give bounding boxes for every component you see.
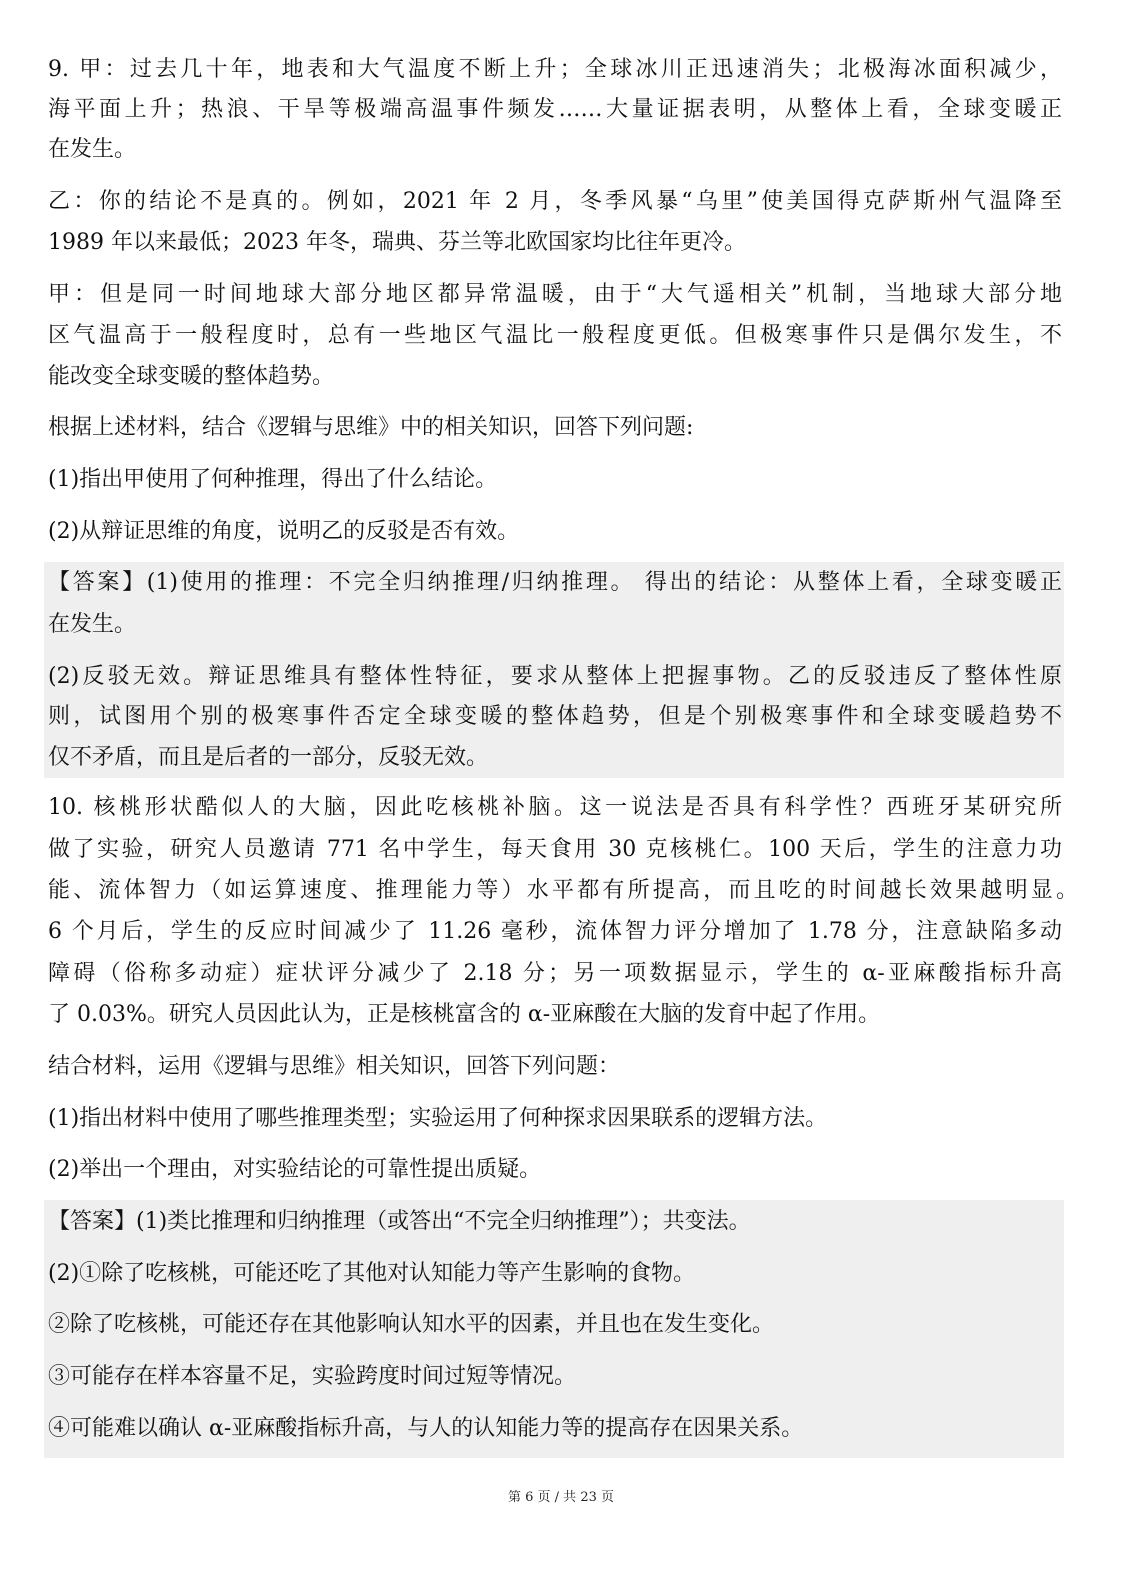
q10-material-line: 6 个月后，学生的反应时间减少了 11.26 毫秒，流体智力评分增加了 1.78 分，注意缺陷多动 bbox=[48, 919, 1062, 944]
q10-material-line: 障碍（俗称多动症）症状评分减少了 2.18 分；另一项数据显示，学生的 α-亚麻酸指标升高 bbox=[48, 961, 1062, 986]
q10-material-line: 能、流体智力（如运算速度、推理能力等）水平都有所提高，而且吃的时间越长效果越明显。 bbox=[48, 878, 1078, 903]
q9-question-1: (1)指出甲使用了何种推理，得出了什么结论。 bbox=[48, 467, 498, 492]
q9-answer-line: (2)反驳无效。辩证思维具有整体性特征，要求从整体上把握事物。乙的反驳违反了整体性原 bbox=[48, 664, 1062, 689]
q9-answer-line: 仅不矛盾，而且是后者的一部分，反驳无效。 bbox=[48, 745, 489, 770]
q9-question-2: (2)从辩证思维的角度，说明乙的反驳是否有效。 bbox=[48, 519, 520, 544]
q10-answer-line: (2)①除了吃核桃，可能还吃了其他对认知能力等产生影响的食物。 bbox=[48, 1261, 696, 1286]
page-footer: 第 6 页 / 共 23 页 bbox=[508, 1490, 614, 1505]
q9-material-line: 区气温高于一般程度时，总有一些地区气温比一般程度更低。但极寒事件只是偶尔发生，不 bbox=[48, 323, 1062, 348]
q10-material-line: 做了实验，研究人员邀请 771 名中学生，每天食用 30 克核桃仁。100 天后，学生的注意力功 bbox=[48, 837, 1062, 862]
q10-answer-line: ②除了吃核桃，可能还存在其他影响认知水平的因素，并且也在发生变化。 bbox=[48, 1312, 775, 1337]
q10-material-line: 了 0.03%。研究人员因此认为，正是核桃富含的 α-亚麻酸在大脑的发育中起了作用。 bbox=[48, 1002, 881, 1027]
q9-material-line: 海平面上升；热浪、干旱等极端高温事件频发……大量证据表明，从整体上看，全球变暖正 bbox=[48, 97, 1062, 122]
q9-answer-line: 在发生。 bbox=[48, 612, 137, 637]
q9-material-line: 乙：你的结论不是真的。例如，2021 年 2 月，冬季风暴“乌里”使美国得克萨斯州气温降至 bbox=[48, 189, 1062, 214]
q9-prompt: 根据上述材料，结合《逻辑与思维》中的相关知识，回答下列问题: bbox=[48, 415, 694, 440]
q9-material-line: 9. 甲：过去几十年，地表和大气温度不断上升；全球冰川正迅速消失；北极海冰面积减少， bbox=[48, 57, 1062, 82]
q9-material-line: 能改变全球变暖的整体趋势。 bbox=[48, 364, 335, 389]
q9-answer-line: 则，试图用个别的极寒事件否定全球变暖的整体趋势，但是个别极寒事件和全球变暖趋势不 bbox=[48, 704, 1062, 729]
q9-answer-line: 【答案】(1)使用的推理：不完全归纳推理/归纳推理。 得出的结论：从整体上看，全球变暖正 bbox=[48, 570, 1062, 595]
q10-material-line: 10. 核桃形状酷似人的大脑，因此吃核桃补脑。这一说法是否具有科学性？西班牙某研究所 bbox=[48, 795, 1062, 820]
q10-question-1: (1)指出材料中使用了哪些推理类型；实验运用了何种探求因果联系的逻辑方法。 bbox=[48, 1106, 828, 1131]
q10-answer-line: ③可能存在样本容量不足，实验跨度时间过短等情况。 bbox=[48, 1364, 577, 1389]
q10-answer-line: 【答案】(1)类比推理和归纳推理（或答出“不完全归纳推理”）；共变法。 bbox=[48, 1209, 751, 1234]
q9-material-line: 在发生。 bbox=[48, 137, 137, 162]
q10-prompt: 结合材料，运用《逻辑与思维》相关知识，回答下列问题： bbox=[48, 1054, 621, 1079]
q10-question-2: (2)举出一个理由，对实验结论的可靠性提出质疑。 bbox=[48, 1157, 542, 1182]
q9-material-line: 甲：但是同一时间地球大部分地区都异常温暖，由于“大气遥相关”机制，当地球大部分地 bbox=[48, 282, 1062, 307]
q9-material-line: 1989 年以来最低；2023 年冬，瑞典、芬兰等北欧国家均比往年更冷。 bbox=[48, 230, 746, 255]
q10-answer-line: ④可能难以确认 α-亚麻酸指标升高，与人的认知能力等的提高存在因果关系。 bbox=[48, 1416, 804, 1441]
